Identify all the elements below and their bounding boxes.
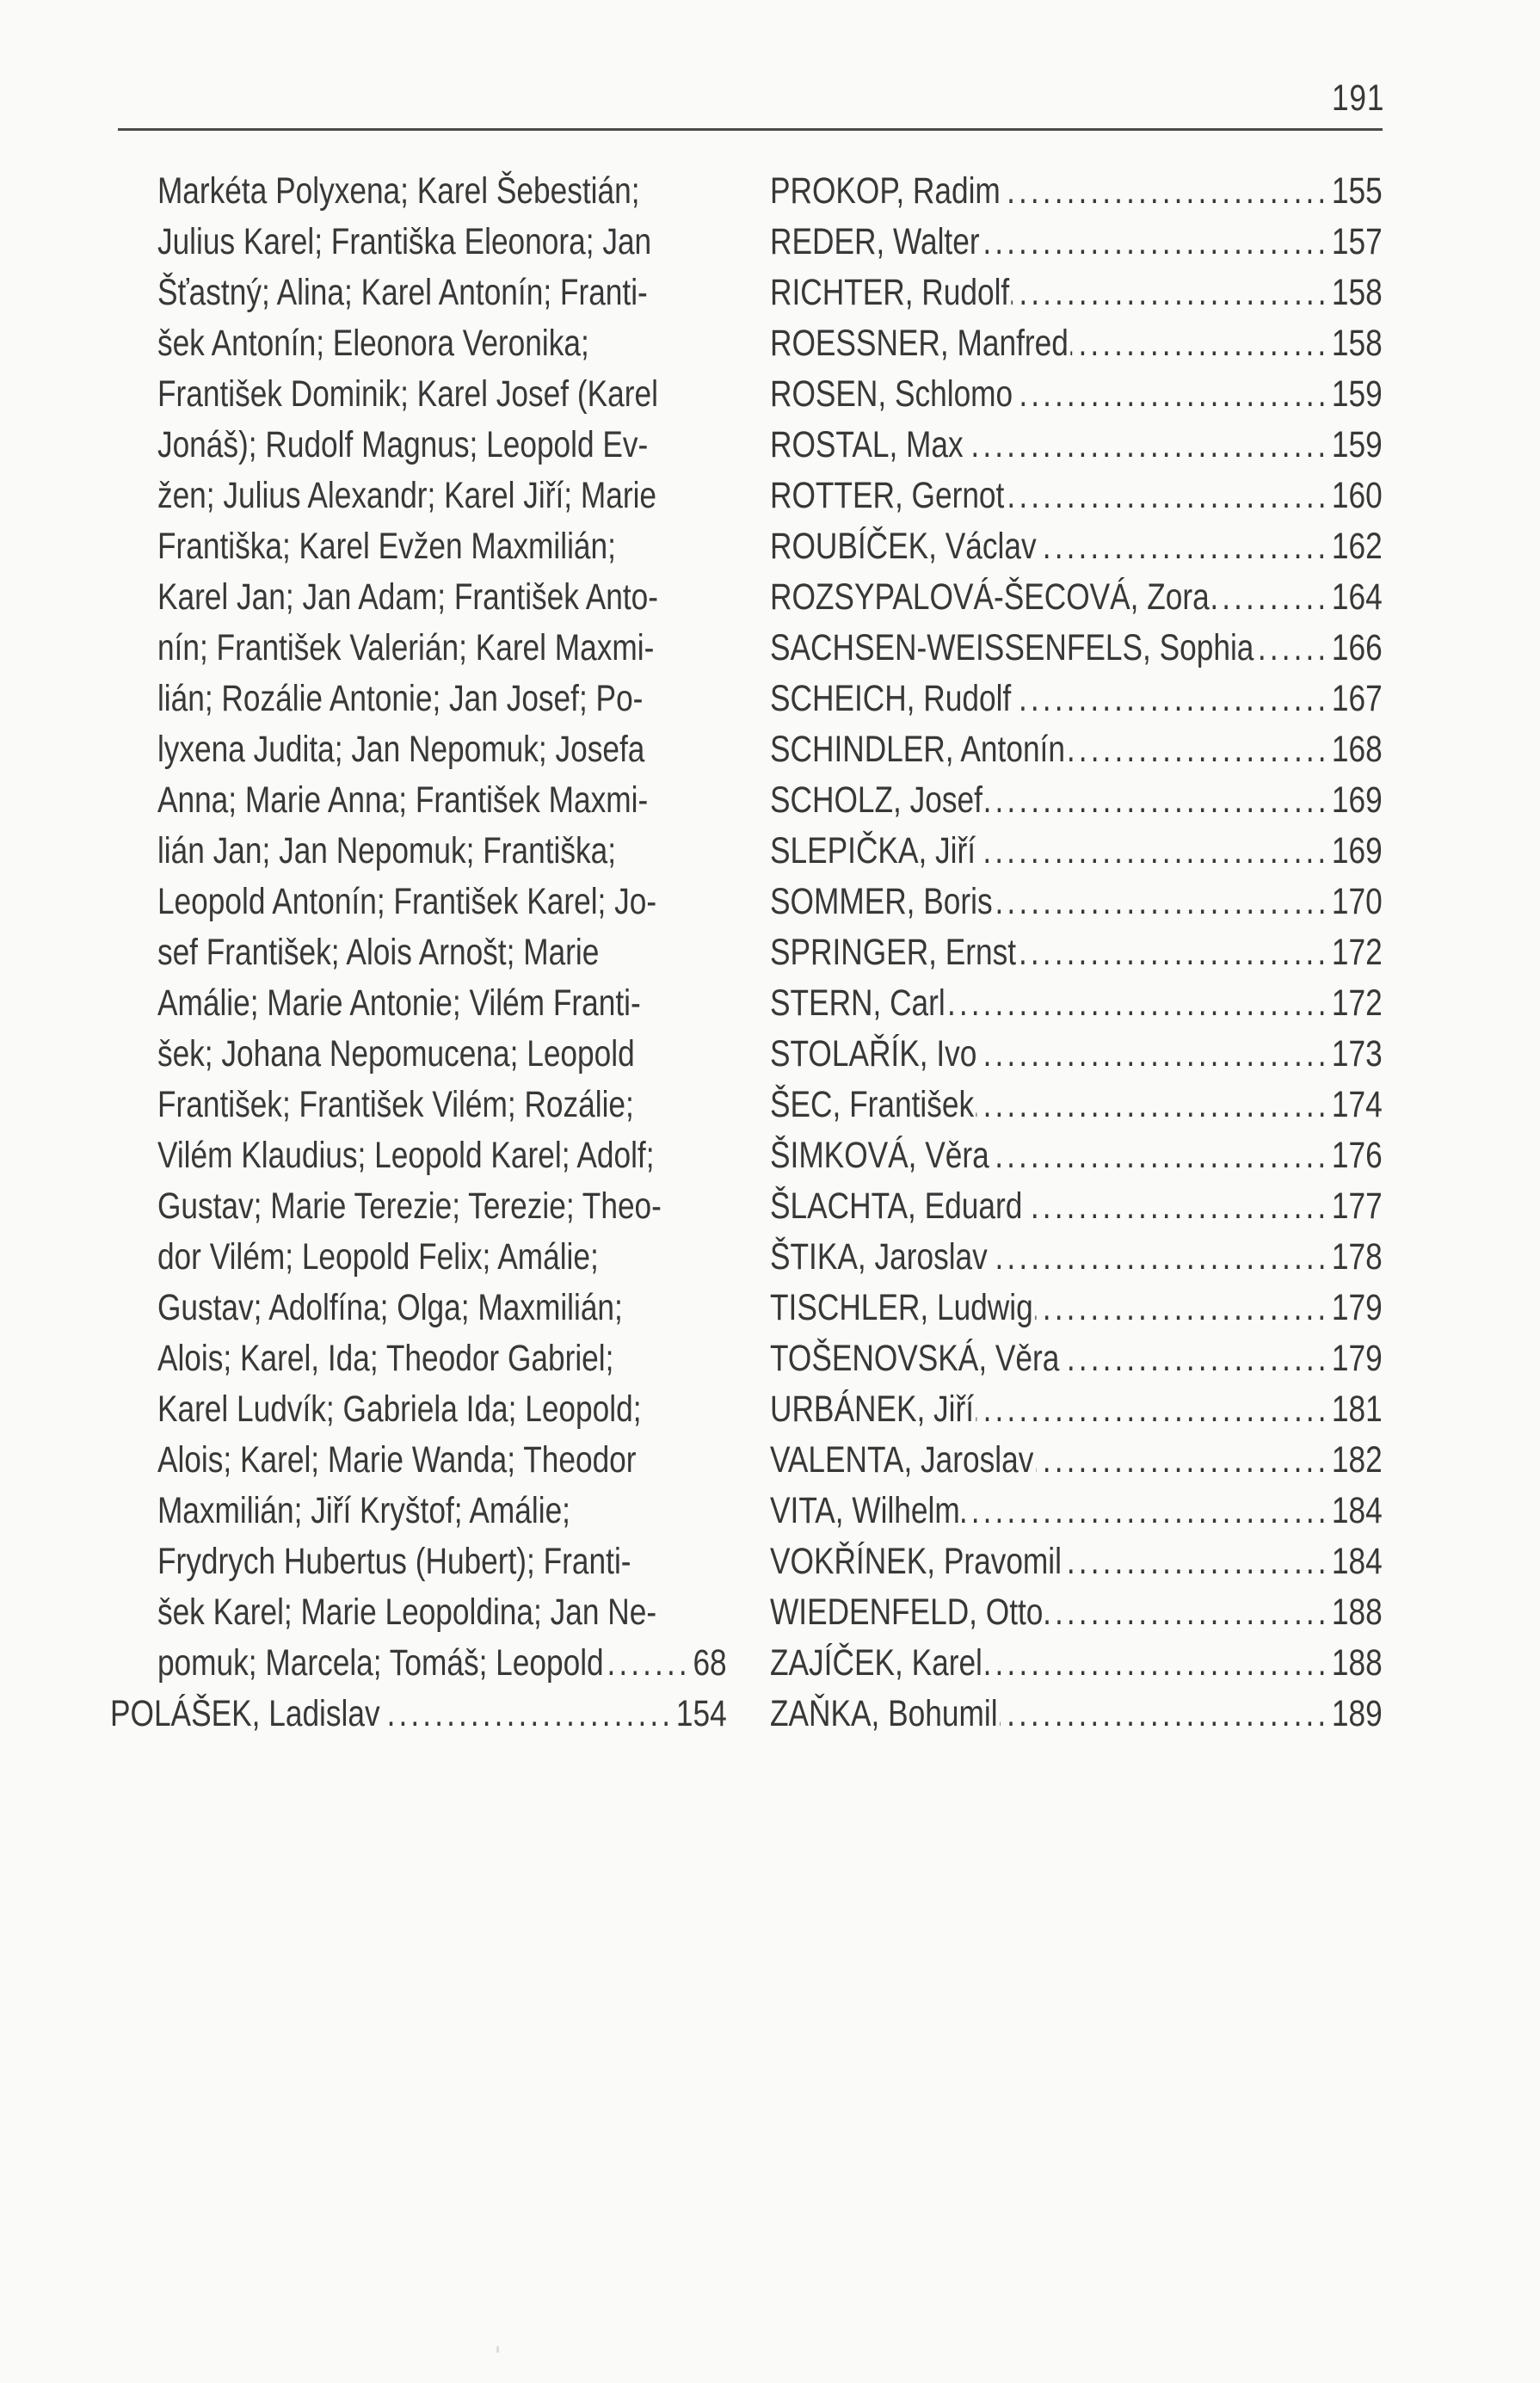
entry-page-number: 167	[1331, 678, 1383, 719]
dot-leader	[976, 1080, 1330, 1130]
dot-leader	[991, 1130, 1329, 1181]
index-entry	[770, 217, 1383, 268]
entry-name: SCHINDLER, Antonín	[770, 729, 1065, 770]
index-entry	[770, 927, 1383, 978]
entry-name: SPRINGER, Ernst	[770, 932, 1017, 973]
entry-name: ROESSNER, Manfred	[770, 323, 1069, 364]
entry-name: ŠIMKOVÁ, Věra	[770, 1135, 989, 1176]
index-continuation-line: Vilém Klaudius; Leopold Karel; Adolf;	[157, 1135, 655, 1176]
index-entry	[770, 1029, 1383, 1080]
dot-leader	[1025, 1181, 1330, 1232]
entry-page-number: 181	[1331, 1389, 1383, 1430]
index-continuation-line: žen; Julius Alexandr; Karel Jiří; Marie	[157, 475, 657, 516]
entry-page-number: 178	[1331, 1236, 1383, 1278]
index-entry	[110, 1689, 727, 1740]
entry-name: ZAŇKA, Bohumil	[770, 1693, 998, 1734]
entry-page-number: 157	[1331, 221, 1383, 262]
index-continuation-line: Markéta Polyxena; Karel Šebestián;	[157, 170, 640, 212]
index-continuation-line: Julius Karel; Františka Eleonora; Jan	[157, 221, 652, 262]
index-entry	[770, 1283, 1383, 1333]
page-number: 191	[1332, 77, 1385, 119]
entry-page-number: 168	[1331, 729, 1383, 770]
entry-name: ŠTIKA, Jaroslav	[770, 1236, 988, 1278]
index-continuation-line: Gustav; Adolfína; Olga; Maxmilián;	[157, 1287, 623, 1328]
entry-name: VITA, Wilhelm	[770, 1490, 960, 1531]
index-entry	[770, 521, 1383, 572]
dot-leader	[947, 978, 1329, 1029]
dot-leader	[1012, 268, 1330, 318]
entry-page-number: 170	[1331, 881, 1383, 922]
dot-leader	[1019, 927, 1330, 978]
entry-page-number: 162	[1331, 526, 1383, 567]
continuation-block	[110, 166, 727, 1638]
index-entry	[770, 369, 1383, 420]
entry-page-number: 159	[1331, 424, 1383, 465]
index-continuation-line: Gustav; Marie Terezie; Terezie; Theo-	[157, 1185, 662, 1227]
dot-leader	[1063, 1536, 1329, 1587]
entry-name: STOLAŘÍK, Ivo	[770, 1033, 977, 1075]
index-continuation-line: František Dominik; Karel Josef (Karel	[157, 373, 658, 415]
entry-name: SACHSEN-WEISSENFELS, Sophia	[770, 627, 1254, 668]
entry-name: ROTTER, Gernot	[770, 475, 1005, 516]
entry-page-number: 154	[675, 1693, 727, 1734]
index-continuation-line: František; František Vilém; Rozálie;	[157, 1084, 634, 1125]
entry-page-number: 173	[1331, 1033, 1383, 1075]
index-entry	[770, 471, 1383, 521]
entry-page-number: 184	[1331, 1541, 1383, 1582]
dot-leader	[1015, 369, 1330, 420]
dot-leader	[1062, 1333, 1330, 1384]
index-entry	[770, 1536, 1383, 1587]
index-entry	[770, 1638, 1383, 1689]
entry-page-number: 172	[1331, 932, 1383, 973]
index-continuation-line: lián Jan; Jan Nepomuk; Františka;	[157, 830, 617, 871]
index-entry	[770, 318, 1383, 369]
entry-name: ZAJÍČEK, Karel	[770, 1642, 983, 1684]
index-continuation-line: Anna; Marie Anna; František Maxmi-	[157, 779, 649, 821]
dot-leader	[984, 1638, 1329, 1689]
entry-name: TISCHLER, Ludwig	[770, 1287, 1033, 1328]
index-continuation-line: šek Antonín; Eleonora Veronika;	[157, 323, 589, 364]
dot-leader	[978, 826, 1330, 877]
entry-page-number: 164	[1331, 576, 1383, 618]
scan-artifact-speck	[496, 2346, 499, 2353]
index-entry	[770, 1587, 1383, 1638]
dot-leader	[1007, 471, 1330, 521]
left-entries	[110, 1689, 727, 1740]
dot-leader	[1067, 724, 1329, 775]
dot-leader	[1070, 318, 1329, 369]
entry-name: ŠLACHTA, Eduard	[770, 1185, 1023, 1227]
index-continuation-tail	[110, 1638, 727, 1689]
dot-leader	[979, 1029, 1330, 1080]
entry-name: ROSEN, Schlomo	[770, 373, 1013, 415]
entry-name: PROKOP, Radim	[770, 170, 1001, 212]
entry-page-number: 176	[1331, 1135, 1383, 1176]
dot-leader	[989, 1232, 1329, 1283]
dot-leader	[976, 1384, 1330, 1435]
dot-leader	[982, 217, 1329, 268]
index-continuation-line: Maxmilián; Jiří Kryštof; Amálie;	[157, 1490, 570, 1531]
entry-name: VOKŘÍNEK, Pravomil	[770, 1541, 1062, 1582]
dot-leader	[1002, 166, 1329, 217]
index-right-column	[770, 166, 1383, 1740]
entry-page-number: 179	[1331, 1338, 1383, 1379]
header-rule	[118, 128, 1383, 131]
dot-leader	[962, 1486, 1329, 1536]
dot-leader	[1256, 623, 1330, 674]
index-entry	[770, 623, 1383, 674]
right-entries	[770, 166, 1383, 1740]
index-continuation-line: šek Karel; Marie Leopoldina; Jan Ne-	[157, 1592, 657, 1633]
index-entry	[770, 1130, 1383, 1181]
entry-name: WIEDENFELD, Otto	[770, 1592, 1044, 1633]
index-entry	[770, 775, 1383, 826]
index-continuation-line: Amálie; Marie Antonie; Vilém Franti-	[157, 982, 641, 1024]
entry-page-number: 172	[1331, 982, 1383, 1024]
index-entry	[770, 1689, 1383, 1740]
entry-page-number: 166	[1331, 627, 1383, 668]
index-entry	[770, 1181, 1383, 1232]
dot-leader	[1000, 1689, 1329, 1740]
entry-name: STERN, Carl	[770, 982, 946, 1024]
entry-name: RICHTER, Rudolf	[770, 272, 1010, 313]
index-continuation-line: Alois; Karel, Ida; Theodor Gabriel;	[157, 1338, 614, 1379]
index-continuation-line: Jonáš); Rudolf Magnus; Leopold Ev-	[157, 424, 649, 465]
entry-page-number: 184	[1331, 1490, 1383, 1531]
dot-leader	[1036, 1435, 1330, 1486]
entry-name: VALENTA, Jaroslav	[770, 1439, 1034, 1481]
dot-leader	[1013, 674, 1330, 724]
index-continuation-line: dor Vilém; Leopold Felix; Amálie;	[157, 1236, 599, 1278]
entry-page-number: 169	[1331, 830, 1383, 871]
entry-page-number: 189	[1331, 1693, 1383, 1734]
index-entry	[770, 826, 1383, 877]
entry-name: URBÁNEK, Jiří	[770, 1389, 975, 1430]
index-continuation-line: šek; Johana Nepomucena; Leopold	[157, 1033, 635, 1075]
entry-page-number: 169	[1331, 779, 1383, 821]
entry-name: SCHEICH, Rudolf	[770, 678, 1012, 719]
index-left-column	[110, 166, 727, 1740]
entry-name: POLÁŠEK, Ladislav	[110, 1693, 380, 1734]
index-entry	[770, 166, 1383, 217]
index-entry	[770, 724, 1383, 775]
dot-leader	[995, 877, 1329, 927]
index-entry	[770, 1384, 1383, 1435]
entry-page-number: 177	[1331, 1185, 1383, 1227]
index-entry	[770, 1486, 1383, 1536]
entry-text: pomuk; Marcela; Tomáš; Leopold	[157, 1642, 604, 1684]
entry-page-number: 188	[1331, 1592, 1383, 1633]
index-continuation-line: nín; František Valerián; Karel Maxmi-	[157, 627, 655, 668]
entry-name: ROSTAL, Max	[770, 424, 964, 465]
dot-leader	[1038, 521, 1329, 572]
dot-leader	[1045, 1587, 1330, 1638]
index-continuation-line: Františka; Karel Evžen Maxmilián;	[157, 526, 616, 567]
index-continuation-line: Leopold Antonín; František Karel; Jo-	[157, 881, 657, 922]
entry-page-number: 174	[1331, 1084, 1383, 1125]
index-continuation-line: Karel Jan; Jan Adam; František Anto-	[157, 576, 659, 618]
index-continuation-line: sef František; Alois Arnošt; Marie	[157, 932, 600, 973]
entry-page-number: 188	[1331, 1642, 1383, 1684]
index-continuation-line: Frydrych Hubertus (Hubert); Franti-	[157, 1541, 631, 1582]
entry-name: SOMMER, Boris	[770, 881, 993, 922]
index-continuation-line: lián; Rozálie Antonie; Jan Josef; Po-	[157, 678, 644, 719]
dot-leader	[1035, 1283, 1329, 1333]
index-entry	[770, 572, 1383, 623]
entry-name: REDER, Walter	[770, 221, 980, 262]
entry-page-number: 159	[1331, 373, 1383, 415]
index-entry	[770, 268, 1383, 318]
index-entry	[770, 420, 1383, 471]
index-continuation-line: Alois; Karel; Marie Wanda; Theodor	[157, 1439, 637, 1481]
entry-page-number: 182	[1331, 1439, 1383, 1481]
index-entry	[770, 1333, 1383, 1384]
dot-leader	[965, 420, 1329, 471]
entry-page-number: 68	[693, 1642, 727, 1684]
index-entry	[770, 1080, 1383, 1130]
entry-page-number: 160	[1331, 475, 1383, 516]
entry-page-number: 158	[1331, 272, 1383, 313]
entry-name: TOŠENOVSKÁ, Věra	[770, 1338, 1060, 1379]
index-entry	[770, 1232, 1383, 1283]
dot-leader	[606, 1638, 691, 1689]
entry-name: SLEPIČKA, Jiří	[770, 830, 976, 871]
entry-name: SCHOLZ, Josef	[770, 779, 983, 821]
entry-page-number: 179	[1331, 1287, 1383, 1328]
index-continuation-line: lyxena Judita; Jan Nepomuk; Josefa	[157, 729, 645, 770]
entry-name: ROZSYPALOVÁ-ŠECOVÁ, Zora	[770, 576, 1210, 618]
index-entry	[770, 1435, 1383, 1486]
dot-leader	[984, 775, 1329, 826]
index-entry	[770, 877, 1383, 927]
entry-name: ŠEC, František	[770, 1084, 975, 1125]
index-continuation-line: Šťastný; Alina; Karel Antonín; Franti-	[157, 272, 648, 313]
dot-leader	[382, 1689, 674, 1740]
entry-page-number: 158	[1331, 323, 1383, 364]
index-entry	[770, 674, 1383, 724]
index-entry	[770, 978, 1383, 1029]
index-continuation-line: Karel Ludvík; Gabriela Ida; Leopold;	[157, 1389, 642, 1430]
entry-page-number: 155	[1331, 170, 1383, 212]
entry-name: ROUBÍČEK, Václav	[770, 526, 1037, 567]
dot-leader	[1211, 572, 1329, 623]
